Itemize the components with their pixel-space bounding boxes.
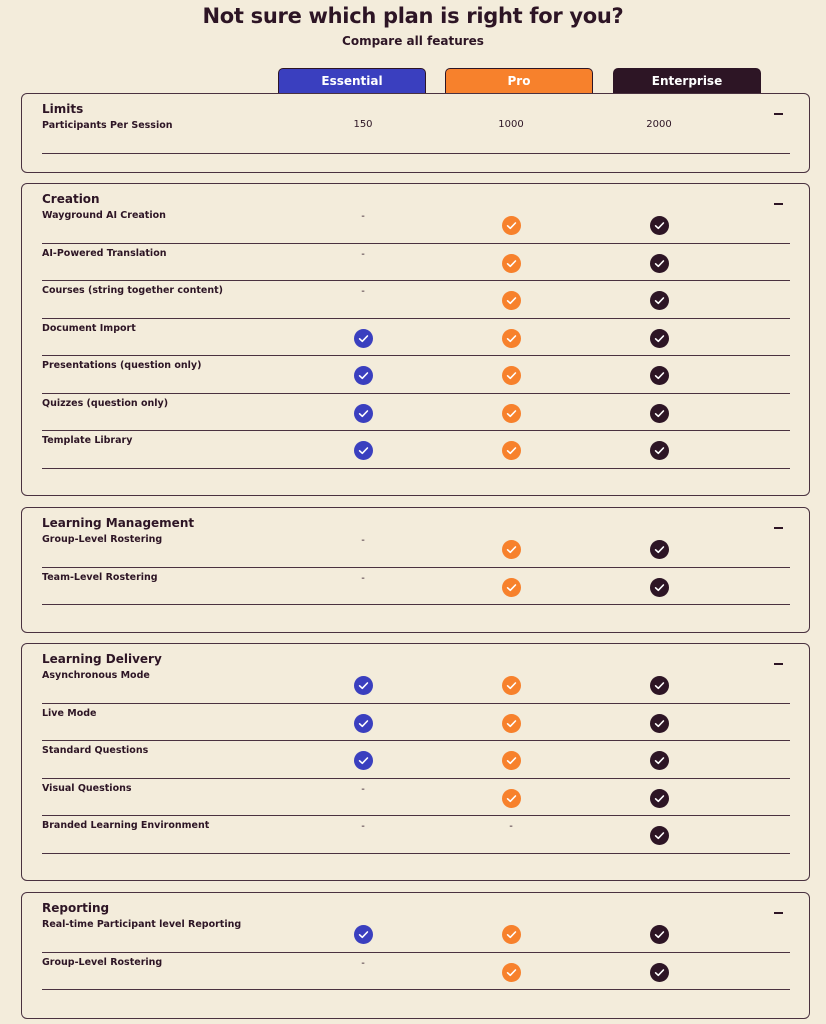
- checkmark-icon: [502, 963, 521, 982]
- cell-pro: [491, 291, 531, 311]
- not-included-dash: -: [361, 248, 365, 260]
- checkmark-icon: [354, 676, 373, 695]
- table-row: [42, 530, 790, 568]
- checkmark-icon: [502, 578, 521, 597]
- feature-label: Asynchronous Mode: [42, 670, 150, 681]
- collapse-minus-icon[interactable]: [774, 912, 783, 914]
- not-included-dash: -: [361, 286, 365, 297]
- checkmark-icon: [502, 329, 521, 348]
- checkmark-icon: [354, 441, 373, 460]
- cell-essential: [343, 248, 383, 274]
- feature-label: Presentations (question only): [42, 360, 202, 371]
- page-title: Not sure which plan is right for you?: [202, 4, 624, 28]
- feature-label: Wayground AI Creation: [42, 210, 166, 221]
- feature-label: Live Mode: [42, 707, 97, 719]
- feature-label: Team-Level Rostering: [42, 571, 158, 583]
- checkmark-icon: [502, 676, 521, 695]
- table-row: [42, 319, 790, 357]
- cell-pro: [491, 751, 531, 771]
- section-title[interactable]: Learning Management: [42, 516, 195, 530]
- cell-pro: [491, 963, 531, 983]
- section-title[interactable]: Limits: [42, 102, 84, 116]
- not-included-dash: -: [361, 783, 365, 795]
- table-row: [42, 568, 790, 606]
- cell-pro: [491, 115, 531, 135]
- cell-essential: [343, 783, 383, 809]
- table-row: [42, 356, 790, 394]
- checkmark-icon: [650, 826, 669, 845]
- cell-enterprise: [639, 676, 679, 696]
- table-row: [42, 244, 790, 282]
- cell-pro: [491, 329, 531, 349]
- table-row: [42, 816, 790, 854]
- checkmark-icon: [650, 714, 669, 733]
- cell-essential: [343, 535, 383, 560]
- cell-essential: [343, 211, 383, 236]
- checkmark-icon: [650, 789, 669, 808]
- cell-enterprise: [639, 254, 679, 274]
- cell-essential: [343, 404, 383, 424]
- cell-enterprise: [639, 963, 679, 983]
- cell-pro: [491, 789, 531, 809]
- checkmark-icon: [650, 676, 669, 695]
- table-row: [42, 779, 790, 817]
- checkmark-icon: [354, 329, 373, 348]
- not-included-dash: -: [361, 821, 365, 832]
- table-row: [42, 666, 790, 704]
- cell-enterprise: [639, 826, 679, 846]
- cell-pro: [491, 714, 531, 734]
- checkmark-icon: [502, 366, 521, 385]
- feature-label: Courses (string together content): [42, 285, 223, 296]
- checkmark-icon: [650, 291, 669, 310]
- cell-pro: [491, 821, 531, 846]
- checkmark-icon: [650, 366, 669, 385]
- not-included-dash: -: [509, 821, 513, 832]
- checkmark-icon: [502, 254, 521, 273]
- checkmark-icon: [354, 751, 373, 770]
- plan-tab-enterprise[interactable]: Enterprise: [613, 68, 761, 93]
- checkmark-icon: [650, 441, 669, 460]
- checkmark-icon: [650, 925, 669, 944]
- table-row: [42, 741, 790, 779]
- limit-value: 1000: [498, 119, 524, 130]
- checkmark-icon: [502, 291, 521, 310]
- feature-label: Real-time Participant level Reporting: [42, 919, 242, 930]
- feature-label: Document Import: [42, 322, 136, 334]
- cell-essential: [343, 366, 383, 386]
- table-row: [42, 281, 790, 319]
- cell-essential: [343, 925, 383, 945]
- cell-enterprise: [639, 578, 679, 598]
- cell-essential: [343, 751, 383, 771]
- checkmark-icon: [650, 254, 669, 273]
- cell-pro: [491, 540, 531, 560]
- section-limits: [21, 93, 810, 173]
- checkmark-icon: [650, 578, 669, 597]
- checkmark-icon: [354, 714, 373, 733]
- cell-pro: [491, 578, 531, 598]
- section-learning-management: [21, 507, 810, 633]
- checkmark-icon: [502, 714, 521, 733]
- cell-enterprise: [639, 329, 679, 349]
- page-subtitle: Compare all features: [342, 34, 484, 48]
- cell-essential: [343, 572, 383, 598]
- feature-label: Quizzes (question only): [42, 397, 169, 409]
- checkmark-icon: [354, 404, 373, 423]
- cell-enterprise: [639, 925, 679, 945]
- plan-tab-essential[interactable]: Essential: [278, 68, 426, 93]
- collapse-minus-icon[interactable]: [774, 663, 783, 665]
- cell-pro: [491, 366, 531, 386]
- cell-pro: [491, 441, 531, 461]
- checkmark-icon: [502, 789, 521, 808]
- checkmark-icon: [502, 441, 521, 460]
- checkmark-icon: [502, 216, 521, 235]
- cell-essential: [343, 329, 383, 349]
- cell-enterprise: [639, 789, 679, 809]
- cell-essential: [343, 286, 383, 311]
- cell-pro: [491, 404, 531, 424]
- checkmark-icon: [650, 963, 669, 982]
- feature-label: Template Library: [42, 435, 133, 446]
- cell-essential: [343, 676, 383, 696]
- collapse-minus-icon[interactable]: [774, 527, 783, 529]
- cell-essential: [343, 821, 383, 846]
- collapse-minus-icon[interactable]: [774, 203, 783, 205]
- cell-essential: [343, 714, 383, 734]
- checkmark-icon: [650, 216, 669, 235]
- feature-label: Visual Questions: [42, 782, 132, 794]
- collapse-minus-icon[interactable]: [774, 113, 783, 115]
- cell-pro: [491, 216, 531, 236]
- checkmark-icon: [502, 751, 521, 770]
- cell-essential: [343, 957, 383, 983]
- cell-enterprise: [639, 291, 679, 311]
- checkmark-icon: [354, 925, 373, 944]
- table-row: [42, 953, 790, 991]
- section-reporting: [21, 892, 810, 1019]
- cell-enterprise: [639, 404, 679, 424]
- feature-label: Standard Questions: [42, 745, 149, 756]
- checkmark-icon: [650, 540, 669, 559]
- checkmark-icon: [650, 404, 669, 423]
- table-row: [42, 116, 790, 154]
- table-row: [42, 704, 790, 742]
- checkmark-icon: [502, 925, 521, 944]
- feature-label: Group-Level Rostering: [42, 956, 163, 968]
- section-learning-delivery: [21, 643, 810, 881]
- cell-enterprise: [639, 366, 679, 386]
- checkmark-icon: [650, 751, 669, 770]
- section-creation: [21, 183, 810, 496]
- not-included-dash: -: [361, 211, 365, 222]
- plan-tab-pro[interactable]: Pro: [445, 68, 593, 93]
- cell-enterprise: [639, 540, 679, 560]
- cell-pro: [491, 925, 531, 945]
- table-row: [42, 431, 790, 469]
- table-row: [42, 915, 790, 953]
- not-included-dash: -: [361, 957, 365, 969]
- not-included-dash: -: [361, 535, 365, 546]
- not-included-dash: -: [361, 572, 365, 584]
- table-row: [42, 394, 790, 432]
- feature-label: Group-Level Rostering: [42, 534, 163, 545]
- feature-label: Branded Learning Environment: [42, 820, 210, 831]
- checkmark-icon: [650, 329, 669, 348]
- section-title[interactable]: Reporting: [42, 901, 110, 915]
- feature-label: Participants Per Session: [42, 120, 173, 131]
- feature-label: AI-Powered Translation: [42, 247, 167, 259]
- checkmark-icon: [502, 404, 521, 423]
- section-title[interactable]: Creation: [42, 192, 100, 206]
- cell-enterprise: [639, 216, 679, 236]
- cell-essential: [343, 115, 383, 135]
- checkmark-icon: [502, 540, 521, 559]
- cell-pro: [491, 676, 531, 696]
- cell-enterprise: [639, 714, 679, 734]
- limit-value: 150: [353, 119, 373, 130]
- section-title[interactable]: Learning Delivery: [42, 652, 162, 666]
- cell-enterprise: [639, 751, 679, 771]
- limit-value: 2000: [646, 119, 672, 130]
- checkmark-icon: [354, 366, 373, 385]
- table-row: [42, 206, 790, 244]
- cell-essential: [343, 441, 383, 461]
- cell-pro: [491, 254, 531, 274]
- cell-enterprise: [639, 115, 679, 135]
- cell-enterprise: [639, 441, 679, 461]
